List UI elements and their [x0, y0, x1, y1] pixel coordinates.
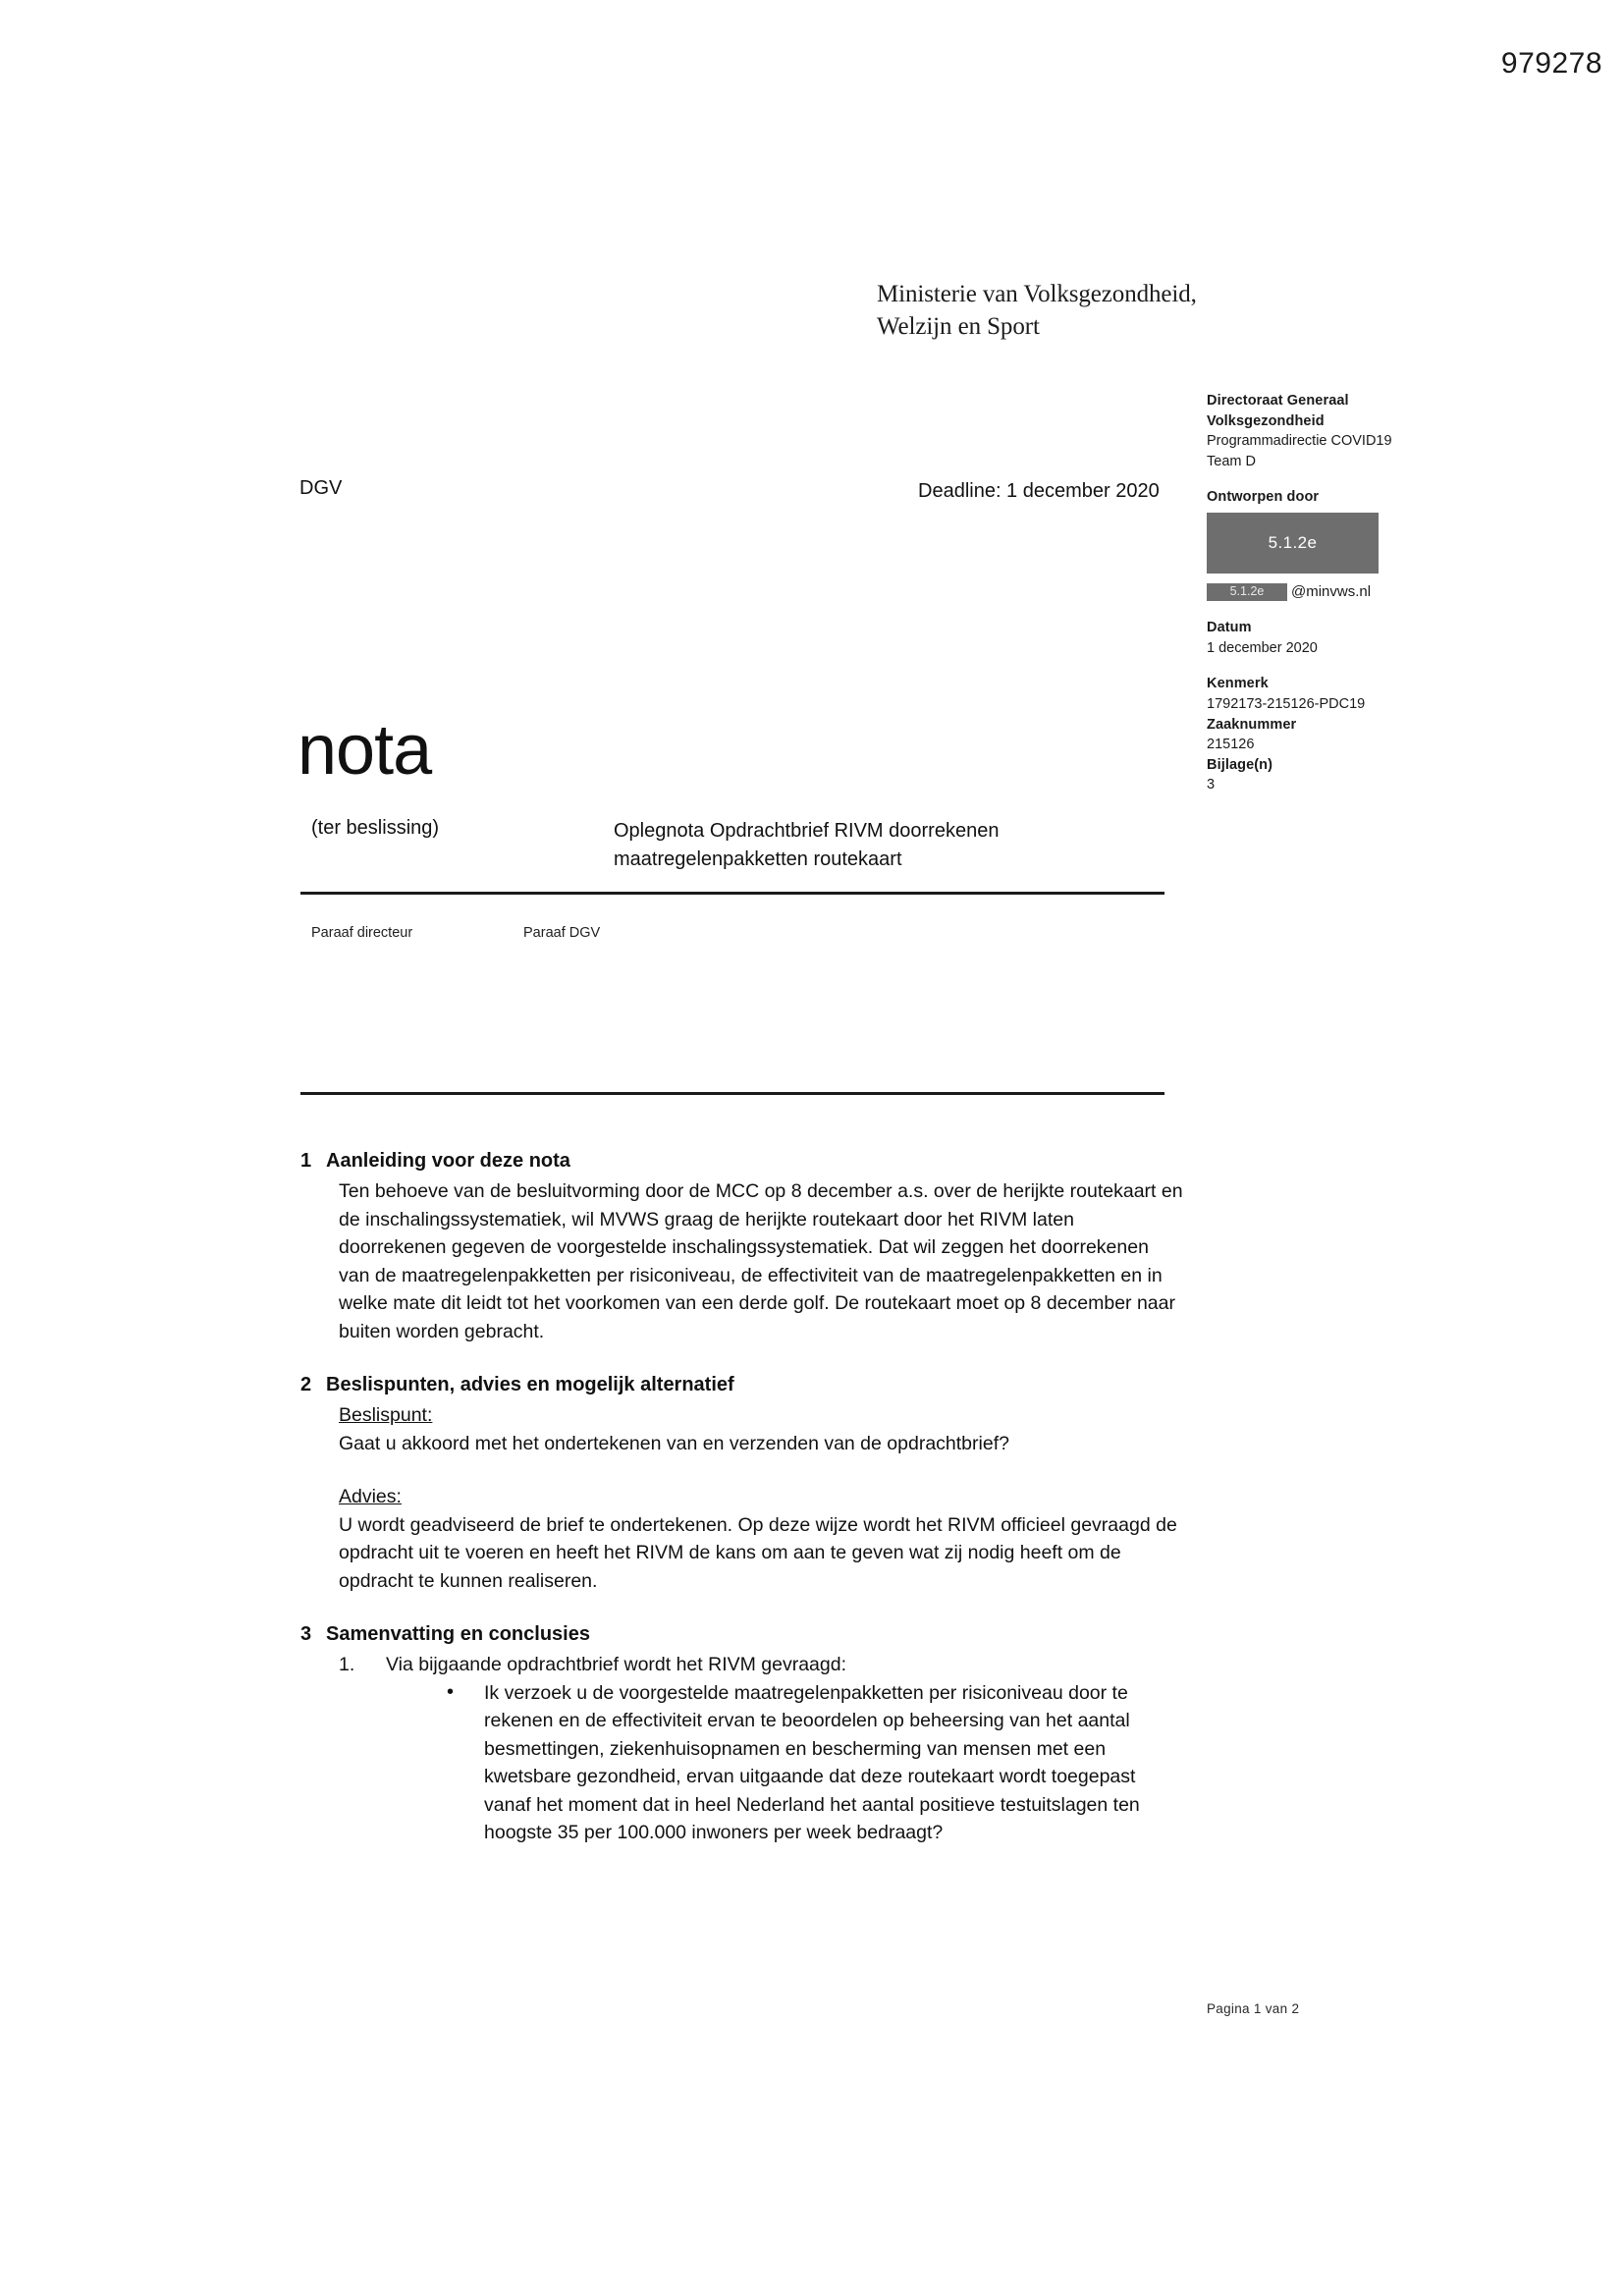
- spacer: [1207, 658, 1452, 674]
- nota-kind: (ter beslissing): [311, 817, 440, 839]
- designed-by-label: Ontworpen door: [1207, 489, 1320, 506]
- list-item: [339, 1651, 1184, 1846]
- addressee: DGV: [299, 477, 343, 499]
- case-number-value: 215126: [1207, 737, 1255, 753]
- section-3: [300, 1620, 1184, 1846]
- list-item-text: Via bijgaande opdrachtbrief wordt het RIVM gevraagd:: [386, 1654, 847, 1676]
- redaction-box-name: 5.1.2e: [1207, 513, 1379, 574]
- section-2-number: 2: [300, 1374, 312, 1395]
- programme-directorate: Programmadirectie COVID19: [1207, 433, 1392, 450]
- beslispunt-text: Gaat u akkoord met het ondertekenen van en verzenden van de opdrachtbrief?: [339, 1432, 1009, 1454]
- deadline-text: Deadline: 1 december 2020: [918, 480, 1160, 502]
- spacer: [1207, 602, 1452, 618]
- bullet-item-text: Ik verzoek u de voorgestelde maatregelenpakketten per risiconiveau door te rekenen en de effectiviteit ervan te beoordelen op beheersing van het aantal besmettingen, ziekenhuisopnamen en bescherming van mensen met een kwetsbare gezondheid, ervan uitgaande dat deze routekaart wordt toegepast vanaf het moment dat in heel Nederland het aantal positieve testuitslagen ten hoogste 35 per 100.000 inwoners per week bedraagt?: [484, 1681, 1140, 1843]
- bullet-icon: •: [447, 1680, 455, 1703]
- section-3-numbered-list: [300, 1651, 1184, 1846]
- reference-label: Kenmerk: [1207, 676, 1269, 692]
- list-item: [443, 1679, 1184, 1847]
- redaction-box-email: 5.1.2e: [1207, 583, 1287, 601]
- section-3-heading: [300, 1620, 1184, 1649]
- beslispunt-label: Beslispunt:: [339, 1404, 433, 1427]
- attachments-value: 3: [1207, 777, 1216, 793]
- metadata-column: [1207, 391, 1452, 795]
- case-number-block: [1207, 715, 1452, 755]
- section-2: [300, 1371, 1184, 1595]
- page-title: nota: [298, 711, 432, 790]
- designed-by-block: [1207, 487, 1452, 602]
- divider-top: [300, 892, 1164, 895]
- advies-text: U wordt geadviseerd de brief te ondertekenen. Op deze wijze wordt het RIVM officieel gevraagd de opdracht uit te voeren en heeft het RIVM de kans om aan te geven wat zij nodig heeft om de opdracht te kunnen realiseren.: [339, 1513, 1177, 1592]
- section-1-title: Aanleiding voor deze nota: [326, 1150, 570, 1172]
- section-1-paragraph: Ten behoeve van de besluitvorming door de MCC op 8 december a.s. over de herijkte routekaart en de inschalingssystematiek, wil MVWS graag de herijkte routekaart door het RIVM laten doorrekenen gegeven de voorgestelde inschalingssystematiek. Dat wil zeggen het doorrekenen van de maatregelenpakketten per risiconiveau, de effectiviteit van de maatregelenpakketten en in welke mate dit leidt tot het voorkomen van een derde golf. De routekaart moet op 8 december naar buiten worden gebracht.: [339, 1180, 1183, 1342]
- directorate-block: [1207, 391, 1452, 471]
- page-indicator: Pagina 1 van 2: [1207, 2001, 1300, 2016]
- email-domain: @minvws.nl: [1291, 582, 1372, 600]
- section-3-title: Samenvatting en conclusies: [326, 1623, 590, 1645]
- date-block: [1207, 618, 1452, 658]
- spacer: [339, 1457, 1184, 1483]
- section-1-number: 1: [300, 1150, 312, 1172]
- advies-label: Advies:: [339, 1486, 402, 1508]
- section-3-number: 3: [300, 1623, 312, 1645]
- reference-block: [1207, 674, 1452, 714]
- section-1: [300, 1147, 1184, 1345]
- date-value: 1 december 2020: [1207, 639, 1318, 656]
- initials-director-label: Paraaf directeur: [311, 925, 413, 941]
- scan-page-number: 979278: [1500, 47, 1602, 80]
- ministry-wordmark: [877, 278, 1197, 343]
- email-row: [1207, 581, 1452, 602]
- case-number-label: Zaaknummer: [1207, 716, 1297, 733]
- section-2-title: Beslispunten, advies en mogelijk alternatief: [326, 1374, 734, 1395]
- directorate-line-1: Directoraat Generaal: [1207, 393, 1349, 409]
- section-2-heading: [300, 1371, 1184, 1399]
- divider-bottom: [300, 1092, 1164, 1095]
- section-1-heading: [300, 1147, 1184, 1175]
- attachments-label: Bijlage(n): [1207, 756, 1273, 773]
- ministry-line-1: Ministerie van Volksgezondheid,: [877, 281, 1197, 307]
- section-2-body: [300, 1401, 1184, 1595]
- section-3-bullet-list: [386, 1679, 1184, 1847]
- attachments-block: [1207, 755, 1452, 795]
- team-name: Team D: [1207, 453, 1256, 469]
- section-1-body: [300, 1177, 1184, 1345]
- list-item-marker: 1.: [339, 1654, 355, 1676]
- directorate-line-2: Volksgezondheid: [1207, 412, 1325, 429]
- initials-dgv-label: Paraaf DGV: [523, 925, 601, 941]
- document-body: [300, 1147, 1184, 1872]
- nota-subject: Oplegnota Opdrachtbrief RIVM doorrekenen maatregelenpakketten routekaart: [614, 820, 1000, 870]
- reference-value: 1792173-215126-PDC19: [1207, 695, 1366, 712]
- ministry-line-2: Welzijn en Sport: [877, 313, 1040, 340]
- spacer: [1207, 471, 1452, 487]
- date-label: Datum: [1207, 620, 1252, 636]
